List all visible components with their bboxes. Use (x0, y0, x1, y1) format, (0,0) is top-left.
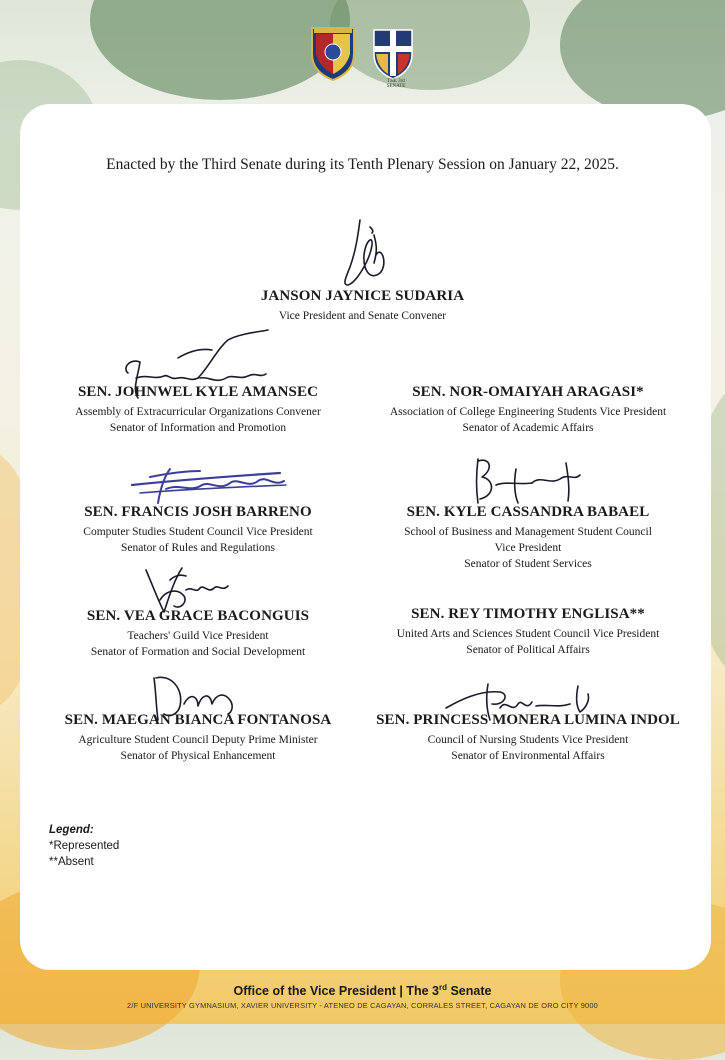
signatory-role: Council of Nursing Students Vice President (427, 734, 629, 746)
signatory-name: JANSON JAYNICE SUDARIA (260, 288, 465, 304)
signatory-role: Vice President (494, 542, 562, 554)
signatory-role: Senator of Formation and Social Development (90, 646, 306, 658)
header-logos (0, 24, 725, 82)
signatory-role: Association of College Engineering Students Vice President (389, 406, 667, 418)
signatory-role: Senator of Environmental Affairs (451, 750, 605, 762)
footer-office-title: Office of the Vice President | The 3rd Senate (233, 983, 492, 999)
senate-logo-caption: THE 3rd SENATE (386, 79, 406, 89)
signatory-role: Senator of Student Services (464, 558, 592, 570)
legend-title: Legend: (49, 824, 94, 836)
signatory-role: Senator of Information and Promotion (109, 422, 287, 434)
signatory-role: Computer Studies Student Council Vice President (83, 526, 313, 538)
legend-item: **Absent (49, 856, 94, 868)
signatory-block-baconguis (28, 608, 368, 660)
signatory-name: SEN. JOHNWEL KYLE AMANSEC (77, 384, 319, 400)
signatory-name: SEN. VEA GRACE BACONGUIS (86, 608, 310, 624)
signatory-role: Senator of Academic Affairs (462, 422, 594, 434)
footer-address: 2/F UNIVERSITY GYMNASIUM, XAVIER UNIVERSITY - ATENEO DE CAGAYAN, CORRALES STREET, CAGAYAN DE ORO CITY 9000 (127, 1001, 598, 1010)
legend-item: *Represented (49, 840, 120, 852)
senate-shield-logo (368, 24, 418, 82)
signatory-role: Teachers' Guild Vice President (127, 630, 269, 642)
convener-block (0, 288, 725, 324)
enactment-statement: Enacted by the Third Senate during its Tenth Plenary Session on January 22, 2025. (106, 156, 619, 173)
signatory-block-indol (358, 712, 698, 764)
legend (49, 822, 119, 870)
signatory-name: SEN. MAEGAN BIANCA FONTANOSA (64, 712, 332, 728)
signatory-block-aragasi (358, 384, 698, 436)
signatory-block-barreno (28, 504, 368, 556)
signatory-role: Assembly of Extracurricular Organizations Convener (75, 406, 321, 418)
signatory-block-fontanosa (28, 712, 368, 764)
signatory-name: SEN. NOR-OMAIYAH ARAGASI* (412, 384, 644, 400)
signatory-role: United Arts and Sciences Student Council Vice President (396, 628, 660, 640)
signatory-block-amansec (28, 384, 368, 436)
signatory-name: SEN. KYLE CASSANDRA BABAEL (406, 504, 650, 520)
signatory-role: Agriculture Student Council Deputy Prime Minister (78, 734, 318, 746)
signatory-role: Senator of Rules and Regulations (121, 542, 275, 554)
signatory-name: SEN. FRANCIS JOSH BARRENO (84, 504, 312, 520)
signatory-role: Senator of Physical Enhancement (120, 750, 276, 762)
signatory-name: SEN. PRINCESS MONERA LUMINA INDOL (376, 712, 680, 728)
signatory-block-babael (358, 504, 698, 572)
university-seal-logo (308, 24, 358, 82)
signatory-block-englisa (358, 606, 698, 658)
signatory-role: Vice President and Senate Convener (278, 310, 447, 322)
signatory-role: School of Business and Management Student Council (404, 526, 652, 538)
signatory-name: SEN. REY TIMOTHY ENGLISA** (411, 606, 645, 622)
signatory-role: Senator of Political Affairs (466, 644, 590, 656)
